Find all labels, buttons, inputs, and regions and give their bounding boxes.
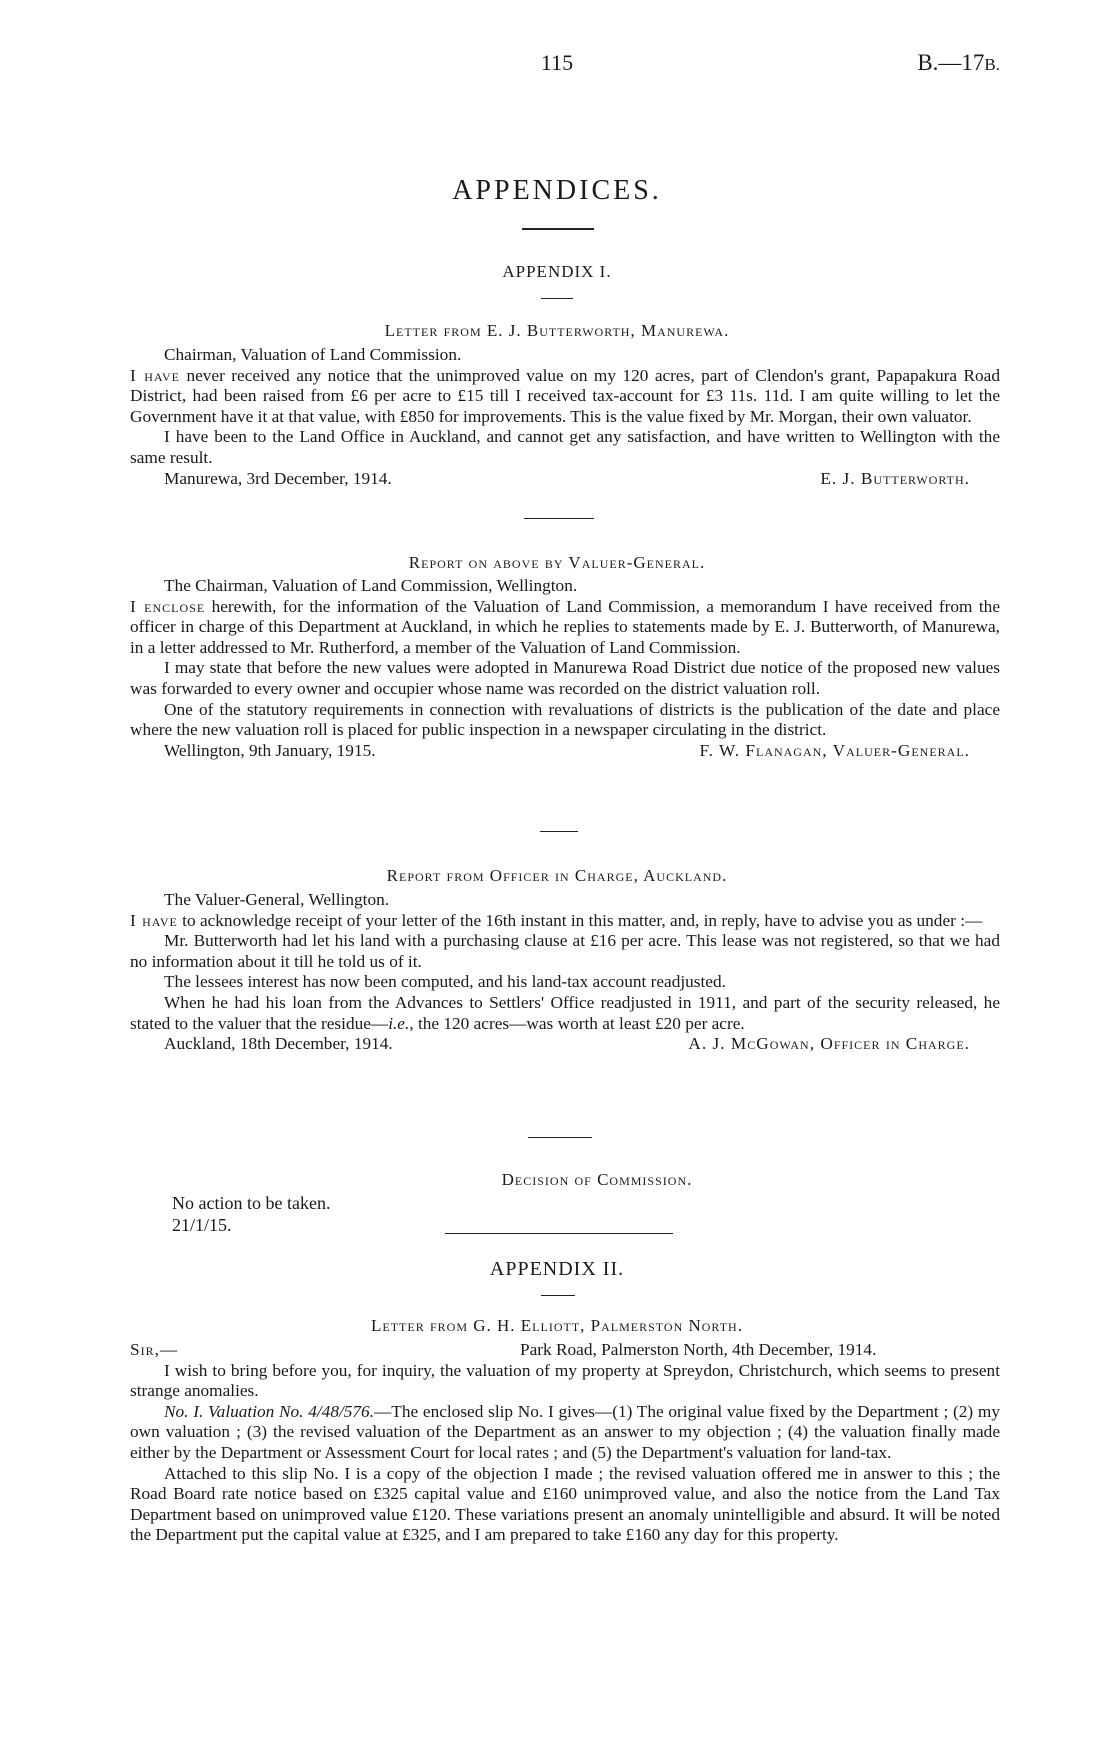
officer-place-date: Auckland, 18th December, 1914.	[164, 1034, 393, 1054]
officer-report-body	[130, 890, 1000, 1055]
title-rule	[522, 228, 594, 230]
officer-para-2: Mr. Butterworth had let his land with a purchasing clause at £16 per acre. This lease was not registered, so that we had no information about it till he told us of it.	[130, 931, 1000, 971]
officer-para-4-ie: i.e.	[388, 1013, 410, 1033]
section-rule-4	[445, 1233, 673, 1234]
vg-para-1-text: herewith, for the information of the Valuation of Land Commission, a memorandum I have received from the officer in charge of this Department at Auckland, in which he replies to statements made by E. J. Butterworth, of Manurewa, in a letter addressed to Mr. Rutherford, a member of the Valuation of Land Commission.	[130, 596, 1000, 657]
valuer-general-report-body	[130, 576, 1000, 761]
vg-para-2: I may state that before the new values were adopted in Manurewa Road District due notice of the proposed new values was forwarded to every owner and occupier whose name was recorded on the district valuation roll.	[130, 658, 1000, 698]
elliott-salutation: Sir,—	[130, 1340, 179, 1359]
document-reference	[917, 50, 1000, 76]
officer-addressee: The Valuer-General, Wellington.	[164, 890, 390, 909]
officer-para-1-text: to acknowledge receipt of your letter of the 16th instant in this matter, and, in reply, have to advise you as under :—	[177, 910, 983, 930]
butterworth-para-1-text: never received any notice that the unimproved value on my 120 acres, part of Clendon's grant, Papapakura Road District, had been raised from £6 per acre to £15 till I received tax-account for £3 11s. 11d. I am quite willing to let the Government have it at that value, with £850 for improvements. This is the value fixed by Mr. Morgan, their own valuator.	[130, 365, 1000, 426]
vg-para-1-lead: I enclose	[130, 596, 206, 616]
vg-addressee: The Chairman, Valuation of Land Commission, Wellington.	[164, 576, 578, 595]
decision-line-2: 21/1/15.	[172, 1215, 232, 1235]
elliott-letter-body	[130, 1340, 1000, 1546]
butterworth-letter-heading: Letter from E. J. Butterworth, Manurewa.	[384, 321, 730, 340]
elliott-salutation-row	[130, 1340, 1000, 1361]
decision-block	[172, 1192, 330, 1236]
officer-para-1	[130, 911, 1000, 932]
officer-para-3: The lessees interest has now been computed, and his land-tax account readjusted.	[164, 972, 726, 992]
doc-ref-suffix: B.	[984, 55, 1000, 74]
butterworth-letter-body	[130, 345, 1000, 489]
butterworth-signature-row	[130, 469, 1000, 490]
appendix-1-rule	[541, 298, 573, 299]
butterworth-place-date: Manurewa, 3rd December, 1914.	[164, 468, 392, 488]
officer-para-4-a: When he had his loan from the Advances to Settlers' Office readjusted in 1911, and part of the security released, he stated to the valuer that the residue—	[130, 992, 1000, 1033]
appendix-1-heading: APPENDIX I.	[502, 262, 612, 281]
elliott-para-2-lead: No. I. Valuation No. 4/48/576.	[164, 1401, 375, 1421]
officer-para-4-b: , the 120 acres—was worth at least £20 per acre.	[409, 1013, 745, 1033]
section-rule-2	[540, 831, 578, 832]
section-rule-3	[528, 1137, 592, 1138]
appendix-2-heading: APPENDIX II.	[489, 1258, 625, 1280]
doc-ref-main: B.—17	[917, 50, 985, 75]
vg-signature-row	[130, 741, 1000, 762]
officer-para-1-lead: I have	[130, 910, 178, 930]
elliott-para-2	[130, 1402, 1000, 1464]
butterworth-para-1	[130, 366, 1000, 428]
section-rule-1	[524, 518, 594, 519]
butterworth-para-1-lead: I have	[130, 365, 180, 385]
butterworth-addressee: Chairman, Valuation of Land Commission.	[164, 345, 462, 364]
elliott-para-1: I wish to bring before you, for inquiry, the valuation of my property at Spreydon, Christchurch, which seems to present strange anomalies.	[130, 1360, 1000, 1401]
elliott-para-3: Attached to this slip No. I is a copy of the objection I made ; the revised valuation offered me in answer to this ; the Road Board rate notice based on £325 capital value and £160 unimproved value, and also the notice from the Land Tax Department based on unimproved value £120. These variations present an anomaly unintelligible and absurd. It will be noted the Department put the capital value at £325, and I am prepared to take £160 any day for this property.	[130, 1463, 1000, 1545]
page-title: APPENDICES.	[452, 175, 662, 206]
vg-para-3: One of the statutory requirements in connection with revaluations of districts is the publication of the date and place where the new valuation roll is placed for public inspection in a newspaper circulating in the district.	[130, 699, 1000, 740]
butterworth-signature: E. J. Butterworth.	[820, 468, 970, 488]
vg-place-date: Wellington, 9th January, 1915.	[164, 740, 376, 760]
officer-report-heading: Report from Officer in Charge, Auckland.	[386, 866, 728, 885]
officer-para-4	[130, 993, 1000, 1034]
elliott-letter-heading: Letter from G. H. Elliott, Palmerston North.	[371, 1316, 743, 1335]
page-number: 115	[540, 50, 574, 75]
vg-para-1	[130, 597, 1000, 659]
decision-line-1: No action to be taken.	[172, 1193, 331, 1213]
butterworth-para-2: I have been to the Land Office in Auckland, and cannot get any satisfaction, and have written to Wellington with the same result.	[130, 427, 1000, 467]
officer-signature-row	[130, 1034, 1000, 1055]
valuer-general-report-heading: Report on above by Valuer-General.	[408, 553, 706, 572]
appendix-2-rule	[541, 1295, 575, 1296]
officer-signature: A. J. McGowan, Officer in Charge.	[688, 1034, 970, 1054]
decision-heading: Decision of Commission.	[501, 1170, 693, 1189]
vg-signature: F. W. Flanagan, Valuer-General.	[699, 740, 970, 760]
elliott-para-2-text: —The enclosed slip No. I gives—(1) The original value fixed by the Department ; (2) my own valuation ; (3) the revised valuation of the Department as an answer to my objection ; (4) the valuation finally made either by the Department or Assessment Court for local rates ; and (5) the Department's valuation for land-tax.	[130, 1401, 1000, 1462]
elliott-address: Park Road, Palmerston North, 4th December, 1914.	[520, 1340, 877, 1359]
